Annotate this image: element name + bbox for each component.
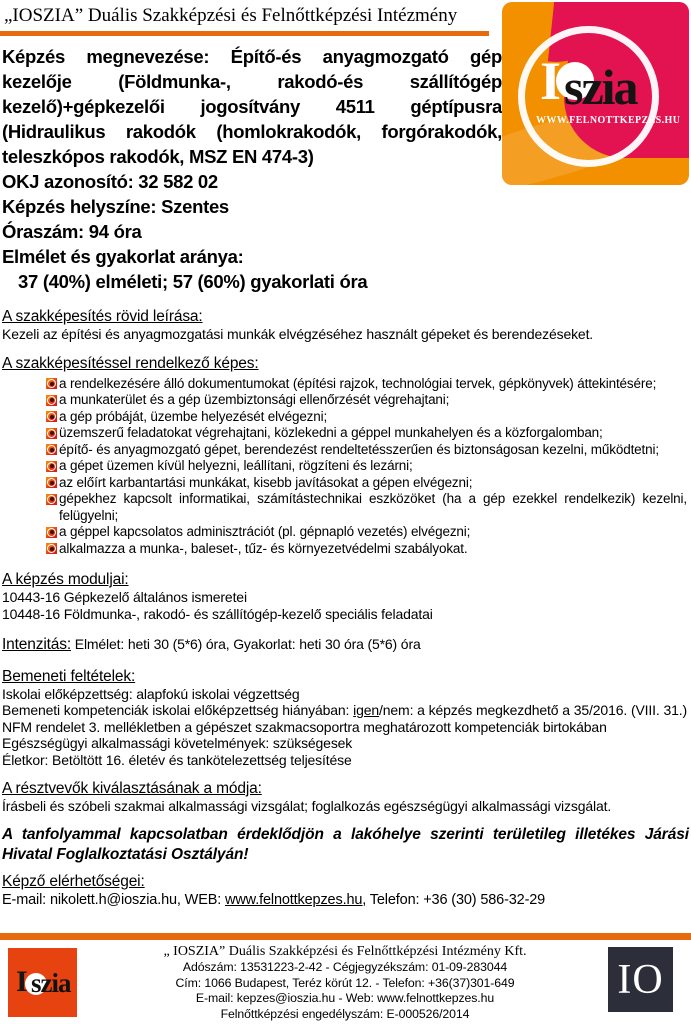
intensity-heading: Intenzitás: (2, 636, 72, 653)
list-item-text: az előírt karbantartási munkákat, kisebb javításokat a gépen elvégezni; (59, 474, 473, 490)
contact-heading: Képző elérhetőségei: (2, 872, 145, 890)
footer-logo-letter-i: I (16, 965, 28, 998)
ioszia-bullet-icon (46, 477, 57, 488)
footer-ioszia-logo (8, 948, 77, 1017)
selection-heading: A résztvevők kiválasztásának a módja: (2, 780, 262, 797)
list-item-text: építő- és anyagmozgató gépet, berendezést rendeltetésszerűen és biztonságosan kezelni, működtetni; (59, 441, 659, 457)
logo-letter-i: I (540, 51, 562, 111)
list-item-text: a rendelkezésére álló dokumentumokat (építési rajzok, technológiai tervek, gépkönyvek) áttekintésére; (59, 375, 657, 391)
list-item (2, 524, 689, 541)
header-divider (0, 31, 489, 36)
ioszia-bullet-icon (46, 411, 57, 422)
section-short-description (2, 308, 689, 343)
logo-website-text: WWW.FELNOTTKEPZES.HU (536, 115, 681, 126)
contact-phone-text: Telefon: +36 (30) 586-32-29 (366, 891, 546, 908)
ioszia-bullet-icon (46, 527, 57, 538)
section-modules (2, 571, 689, 622)
footer-divider (0, 933, 691, 940)
course-title: Képzés megnevezése: Építő-és anyagmozgató gép kezelője (Földmunka-, rakodó-és szállítógép kezelő)+gépkezelői jogosítvány 4511 géptípusra (Hidraulikus rakodók (homlokrakodók, forgórakodók, teleszkópos rakodók, MSZ EN 474-3) (2, 46, 502, 167)
list-item (2, 409, 689, 426)
modules-heading: A képzés moduljai: (2, 571, 129, 588)
ioszia-bullet-icon (46, 378, 57, 389)
ioszia-bullet-icon (46, 395, 57, 406)
entry-school-line: Iskolai előképzettség: alapfokú iskolai végzettség (2, 685, 300, 702)
footer-company-name: „ IOSZIA” Duális Szakképzési és Felnőttképzési Intézmény Kft. (163, 944, 527, 959)
section-entry-requirements (2, 668, 689, 769)
intensity-line (2, 636, 689, 654)
ioszia-bullet-icon (46, 494, 57, 505)
course-location: Képzés helyszíne: Szentes (2, 196, 229, 217)
capabilities-heading: A szakképesítéssel rendelkező képes: (2, 354, 259, 372)
list-item-text: a géppel kapcsolatos adminisztrációt (pl. gépnapló vezetés) elvégezni; (59, 524, 471, 539)
entry-health-line: Egészségügyi alkalmassági követelmények: szükségesek (2, 735, 353, 751)
list-item-text: a gépet üzemen kívül helyezni, leállítani, rögzíteni és lezárni; (59, 458, 413, 473)
list-item (2, 392, 689, 409)
capabilities-list (2, 376, 689, 558)
list-item-text: alkalmazza a munka-, baleset-, tűz- és környezetvédelmi szabályokat. (59, 540, 468, 556)
section-selection (2, 780, 689, 815)
entry-competency-yes: igen (353, 702, 380, 718)
entry-heading: Bemeneti feltételek: (2, 667, 136, 685)
contact-website-link[interactable]: www.felnottkepzes.hu, (225, 891, 367, 908)
list-item-text: a gép próbáját, üzembe helyezését elvégezni; (59, 408, 328, 424)
ioszia-logo (502, 2, 689, 185)
intensity-body: Elmélet: heti 30 (5*6) óra, Gyakorlat: heti 30 óra (5*6) óra (71, 636, 421, 652)
footer-tax-line: Adószám: 13531223-2-42 - Cégjegyzékszám: 01-09-283044 (182, 960, 508, 974)
ioszia-bullet-icon (46, 461, 57, 472)
section-capabilities (2, 355, 689, 558)
footer (0, 940, 691, 1024)
list-item (2, 425, 689, 442)
org-title: „IOSZIA” Duális Szakképzési és Felnőttképzési Intézmény (4, 5, 458, 26)
short-description-body: Kezeli az építési és anyagmozgatási munkák elvégzéséhez használt gépeket és berendezéseket. (2, 326, 594, 342)
footer-io-logo: IO (608, 947, 673, 1012)
list-item (2, 458, 689, 475)
module-item: 10448-16 Földmunka-, rakodó- és szállítógép-kezelő speciális feladatai (2, 605, 433, 622)
list-item (2, 491, 689, 524)
job-office-notice: A tanfolyammal kapcsolatban érdeklődjön a lakóhelye szerinti területileg illetékes Járási Hivatal Foglalkoztatási Osztályán! (2, 825, 689, 863)
course-ratio-value: 37 (40%) elméleti; 57 (60%) gyakorlati óra (18, 271, 368, 292)
list-item (2, 442, 689, 459)
entry-competency-post: /nem: a képzés megkezdhető a 35/2016. (VIII. 31.) NFM rendelet 3. mellékletben a gépészet szakmacsoportra meghatározott kompetenciák birtokában (2, 702, 687, 735)
list-item-text: a munkaterület és a gép üzembiztonsági ellenőrzését végrehajtani; (59, 392, 450, 407)
list-item-text: üzemszerű feladatokat végrehajtani, közlekedni a géppel munkahelyen és a közforgalomban; (59, 425, 603, 440)
entry-age-line: Életkor: Betöltött 16. életév és tankötelezettség teljesítése (2, 751, 352, 768)
list-item (2, 475, 689, 492)
entry-competency-pre: Bemeneti kompetenciák iskolai előképzettség hiányában: (2, 702, 354, 718)
footer-company-info (95, 943, 595, 1022)
section-contact (2, 873, 689, 909)
list-item-text: gépekhez kapcsolt informatikai, számítástechnikai eszközöket (ha a gép ezekkel rendelkezik) kezelni, felügyelni; (59, 491, 687, 523)
footer-logo-letters-szia: szia (31, 968, 71, 998)
list-item (2, 376, 689, 393)
course-header-block (2, 44, 502, 294)
contact-line (2, 891, 689, 909)
short-description-heading: A szakképesítés rövid leírása: (2, 308, 203, 325)
course-okj-id: OKJ azonosító: 32 582 02 (2, 171, 218, 192)
footer-address-line: Cím: 1066 Budapest, Teréz körút 12. - Telefon: +36(37)301-649 (175, 975, 515, 990)
course-hours: Óraszám: 94 óra (2, 221, 142, 242)
list-item (2, 541, 689, 558)
ioszia-bullet-icon (46, 543, 57, 554)
ioszia-bullet-icon (46, 428, 57, 439)
ioszia-bullet-icon (46, 444, 57, 455)
selection-body: Írásbeli és szóbeli szakmai alkalmassági vizsgálat; foglalkozás egészségügyi alkalmassági vizsgálat. (2, 798, 612, 814)
section-intensity (2, 636, 689, 654)
logo-letters-szia: szia (564, 59, 637, 115)
footer-license-line: Felnőttképzési engedélyszám: E-000526/2014 (220, 1006, 470, 1021)
course-ratio-label: Elmélet és gyakorlat aránya: (2, 246, 244, 267)
contact-email-text: E-mail: nikolett.h@ioszia.hu, WEB: (2, 891, 226, 908)
footer-email-web-line: E-mail: kepzes@ioszia.hu - Web: www.felnottkepzes.hu (195, 991, 495, 1005)
module-item: 10443-16 Gépkezelő általános ismeretei (2, 589, 247, 605)
entry-competency-line (2, 702, 689, 735)
